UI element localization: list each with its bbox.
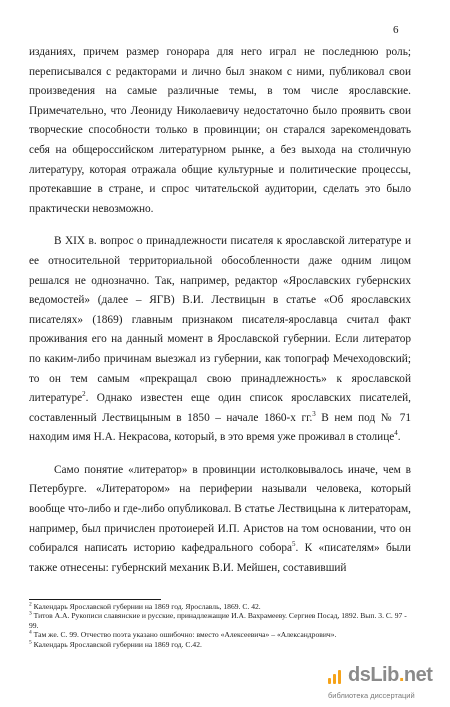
footnote-number: 4	[29, 629, 32, 636]
footnote-number: 3	[29, 610, 32, 617]
paragraph-text: В XIX в. вопрос о принадлежности писателя к ярославской литературе и ее относительной территориальной обособленности даже одним лицом решался не однозначно. Так, например, редактор «Ярославских губернских ведомостей» (далее – ЯГВ) В.И. Лествицын в статье «Об ярославских писателях» (1869) главным признаком писателя-ярославца считал факт проживания его на данный момент в Ярославской губернии. Если литератор по каким-либо причинам выезжал из губернии, как топограф Мечеходовский; то он тем самым «прекращал свою принадлежность» к ярославской литературе	[29, 235, 411, 405]
dslib-watermark	[328, 664, 444, 704]
paragraph-text: В нем под № 71 находим имя Н.А. Некрасова, который, в это время уже проживал в столице	[29, 411, 411, 444]
paragraph	[29, 232, 411, 448]
page-number: 6	[393, 24, 399, 36]
dslib-logo	[348, 664, 432, 687]
footnote-text: Календарь Ярославской губернии на 1869 год. С.42.	[31, 639, 202, 649]
footnote	[29, 640, 411, 649]
footnote-separator	[29, 599, 161, 600]
paragraph-text: .	[397, 431, 401, 444]
paragraph-text: Само понятие «литератор» в провинции истолковывалось иначе, чем в Петербурге. «Литератором» на периферии называли человека, который вообще что-либо и где-либо опубликовал. В статье Лествицына к литераторам, например, был причислен протоиерей И.П. Аристов на том основании, что он собирался написать историю кафедрального собора	[29, 463, 411, 555]
footnote-ref: 3	[312, 409, 316, 418]
footnote	[29, 611, 411, 630]
footnote-number: 5	[29, 639, 32, 646]
footnote-ref: 4	[394, 429, 398, 438]
footnotes	[29, 602, 411, 649]
footnote-text: Титов А.А. Рукописи славянские и русские, принадлежащие И.А. Вахрамееву. Сергиев Посад, 1892. Вып. 3. С. 97 - 99.	[29, 611, 407, 630]
footnote-number: 2	[29, 601, 32, 608]
document-body	[29, 43, 411, 578]
logo-dot: .	[398, 664, 404, 686]
footnote	[29, 602, 411, 611]
paragraph-text: . К «писателям» были также отнесены: губернский механик В.И. Мейшен, составивший	[29, 542, 411, 574]
paragraph	[29, 43, 411, 219]
paragraph-text: изданиях, причем размер гонорара для него играл не последнюю роль; переписывался с редакторами и лично был знаком с ними, публиковал свои произведения на самые различные темы, в том числе ярославские. Примечательно, что Леониду Николаевичу недостаточно было проявить свои творческие способности только в провинции; он старался зарекомендовать себя на общероссийском литературном рынке, а без выхода на столичную литературу, которая отражала общие культурные и политические процессы, протекавшие в стране, и спрос читательской аудитории, сделать это было практически невозможно.	[29, 46, 411, 215]
footnote-text: Календарь Ярославской губернии на 1869 год. Ярославль, 1869. С. 42.	[31, 602, 261, 611]
paragraph	[29, 461, 411, 579]
logo-net: net	[403, 664, 433, 686]
logo-ds: ds	[348, 664, 371, 686]
footnote-text: Там же. С. 99. Отчество поэта указано ошибочно: вместо «Алексеевича» – «Александрович».	[31, 630, 337, 640]
logo-lib: Lib	[370, 664, 399, 686]
footnote-ref: 5	[292, 540, 296, 549]
watermark-caption: библиотека диссертаций	[328, 691, 415, 700]
footnote-ref: 2	[82, 390, 86, 399]
footnote	[29, 630, 411, 639]
paragraph-text: . Однако известен еще один список ярославских писателей, составленный Лествицыным в 1850 – начале 1860-х гг.	[29, 392, 411, 424]
